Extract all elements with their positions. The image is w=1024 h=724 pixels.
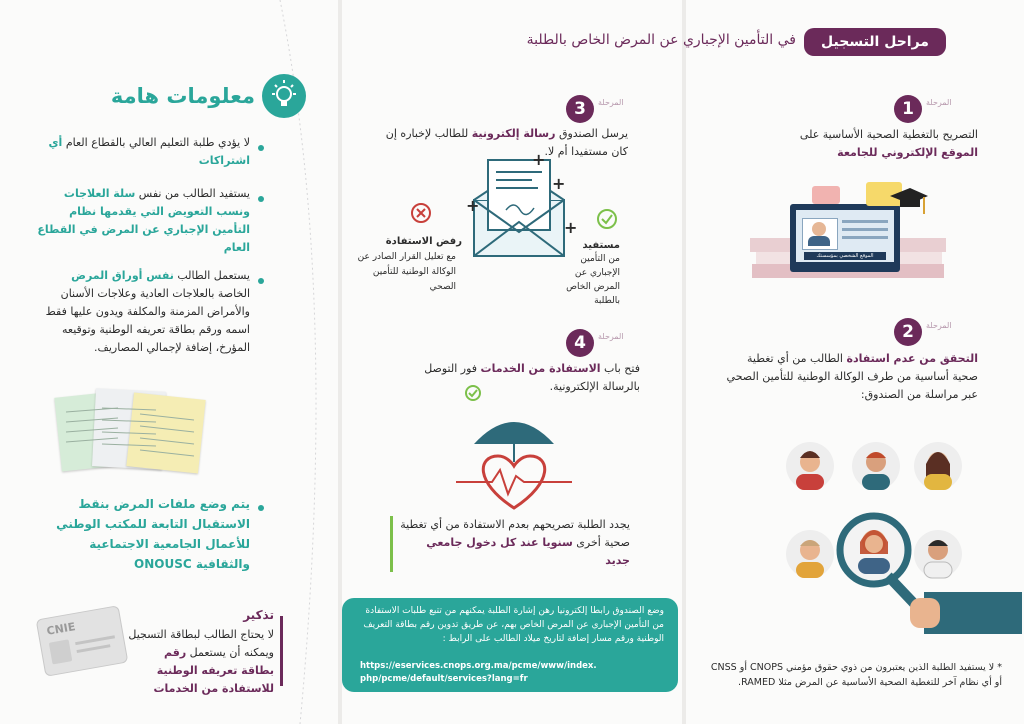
reminder-text: لا يحتاج الطالب لبطاقة التسجيل ويمكنه أن يستعمل رقم بطاقة تعريفه الوطنية للاستفادة من الخدمات: [128, 628, 274, 695]
renew-text: يجدد الطلبة تصريحهم بعدم الاستفادة من أي تغطية صحية أخرى سنويا عند كل دخول جامعي جديد: [400, 518, 630, 567]
reminder-bar: [280, 616, 283, 686]
step-1-text: التصريح بالتغطية الصحية الأساسية على الموقع الإلكتروني للجامعة: [799, 128, 978, 159]
step-4-badge: 4: [566, 329, 594, 357]
tracking-text: وضع الصندوق رابطا إلكترونيا رهن إشارة الطلبة يمكنهم من تتبع طلبات الاستفادة من التأمين الإجباري عن المرض الخاص بهم، عن طريق تدوين رقم بطاقة التعريف الوطنية ورقم مسار إضافة لتاريخ ميلاد الطالب على الرابط :: [363, 606, 664, 644]
reject-x-icon: [410, 202, 432, 224]
sickness-forms-image: [58, 388, 204, 474]
page-title: في التأمين الإجباري عن المرض الخاص بالطلبة: [526, 32, 796, 48]
step-3-text: يرسل الصندوق رسالة إلكترونية للطالب لإخباره إن كان مستفيدا أم لا.: [385, 127, 628, 158]
tracking-link[interactable]: https://eservices.cnops.org.ma/pcme/www/index. php/pcme/default/services?lang=fr: [360, 661, 597, 684]
info-bullet-4: يتم وضع ملفات المرض بنقط الاستقبال التابعة للمكتب الوطني للأعمال الجامعية الاجتماعية والثقافية ONOUSC: [56, 497, 250, 571]
step-4-label: المرحلة: [598, 332, 624, 341]
umbrella-heart-icon: [454, 404, 574, 514]
reject-title: رفض الاستفادة: [385, 236, 462, 247]
plus-icon: +: [552, 174, 566, 193]
important-info-title: معلومات هامة: [110, 84, 255, 108]
reminder-title: تذكير: [243, 608, 274, 622]
left-panel: [0, 0, 338, 724]
step-2-badge: 2: [894, 318, 922, 346]
reject-text: مع تعليل القرار الصادر عن الوكالة الوطنية للتأمين الصحي: [357, 252, 456, 292]
info-bullet-1: لا يؤدي طلبة التعليم العالي بالقطاع العام أي اشتراكات: [48, 136, 250, 167]
plus-icon: +: [564, 218, 578, 237]
check-icon: [464, 384, 482, 402]
accept-text: من التأمين الإجباري عن المرض الخاص بالطلبة: [566, 254, 620, 306]
step-1-badge: 1: [894, 95, 922, 123]
envelope-icon: [466, 150, 576, 260]
info-bullet-3: يستعمل الطالب نفس أوراق المرض الخاصة بالعلاجات العادية وعلاجات الأسنان والأمراض المزمنة والمكلفة ويدون عليها فقط اسمه ورقم بطاقة تعريفه الوطنية وتوقيعه المؤرخ، إضافة لإجمالي المصاريف.: [45, 269, 250, 354]
accept-check-icon: [596, 208, 618, 230]
plus-icon: +: [466, 196, 480, 215]
lightbulb-icon: [262, 74, 306, 118]
step-2-text: التحقق من عدم استفادة الطالب من أي تغطية صحية أساسية من طرف الوكالة الوطنية للتأمين الصحي عبر مراسلة من الصندوق:: [726, 352, 978, 401]
accept-title: مستفيد: [582, 240, 620, 251]
id-card-icon: CNIE: [36, 605, 129, 677]
step-3-label: المرحلة: [598, 98, 624, 107]
renew-bar: [390, 516, 393, 572]
step-1-label: المرحلة: [926, 98, 952, 107]
tracking-info-box: [342, 598, 678, 692]
step-2-label: المرحلة: [926, 321, 952, 330]
screen-caption: الموقع الشخصي بمؤسستك: [804, 252, 886, 260]
footnote: * لا يستفيد الطلبة الذين يعتبرون من ذوي حقوق مؤمني CNOPS أو CNSS أو أي نظام آخر للتغطية الصحية الأساسية عن المرض مثلا RAMED.: [710, 662, 1002, 688]
info-bullet-2: يستفيد الطالب من نفس سلة العلاجات ونسب التعويض التي يقدمها نظام التأمين الإجباري عن المرض في القطاع العام: [37, 187, 250, 254]
people-search-illustration: [774, 438, 1024, 634]
plus-icon: +: [532, 150, 546, 169]
step-4-text: فتح باب الاستفادة من الخدمات فور التوصل بالرسالة الإلكترونية.: [424, 362, 640, 393]
university-website-illustration: [750, 178, 946, 286]
steps-badge: مراحل التسجيل: [804, 28, 946, 56]
graduation-cap-icon: [888, 184, 928, 224]
step-3-badge: 3: [566, 95, 594, 123]
middle-panel: [342, 0, 682, 724]
